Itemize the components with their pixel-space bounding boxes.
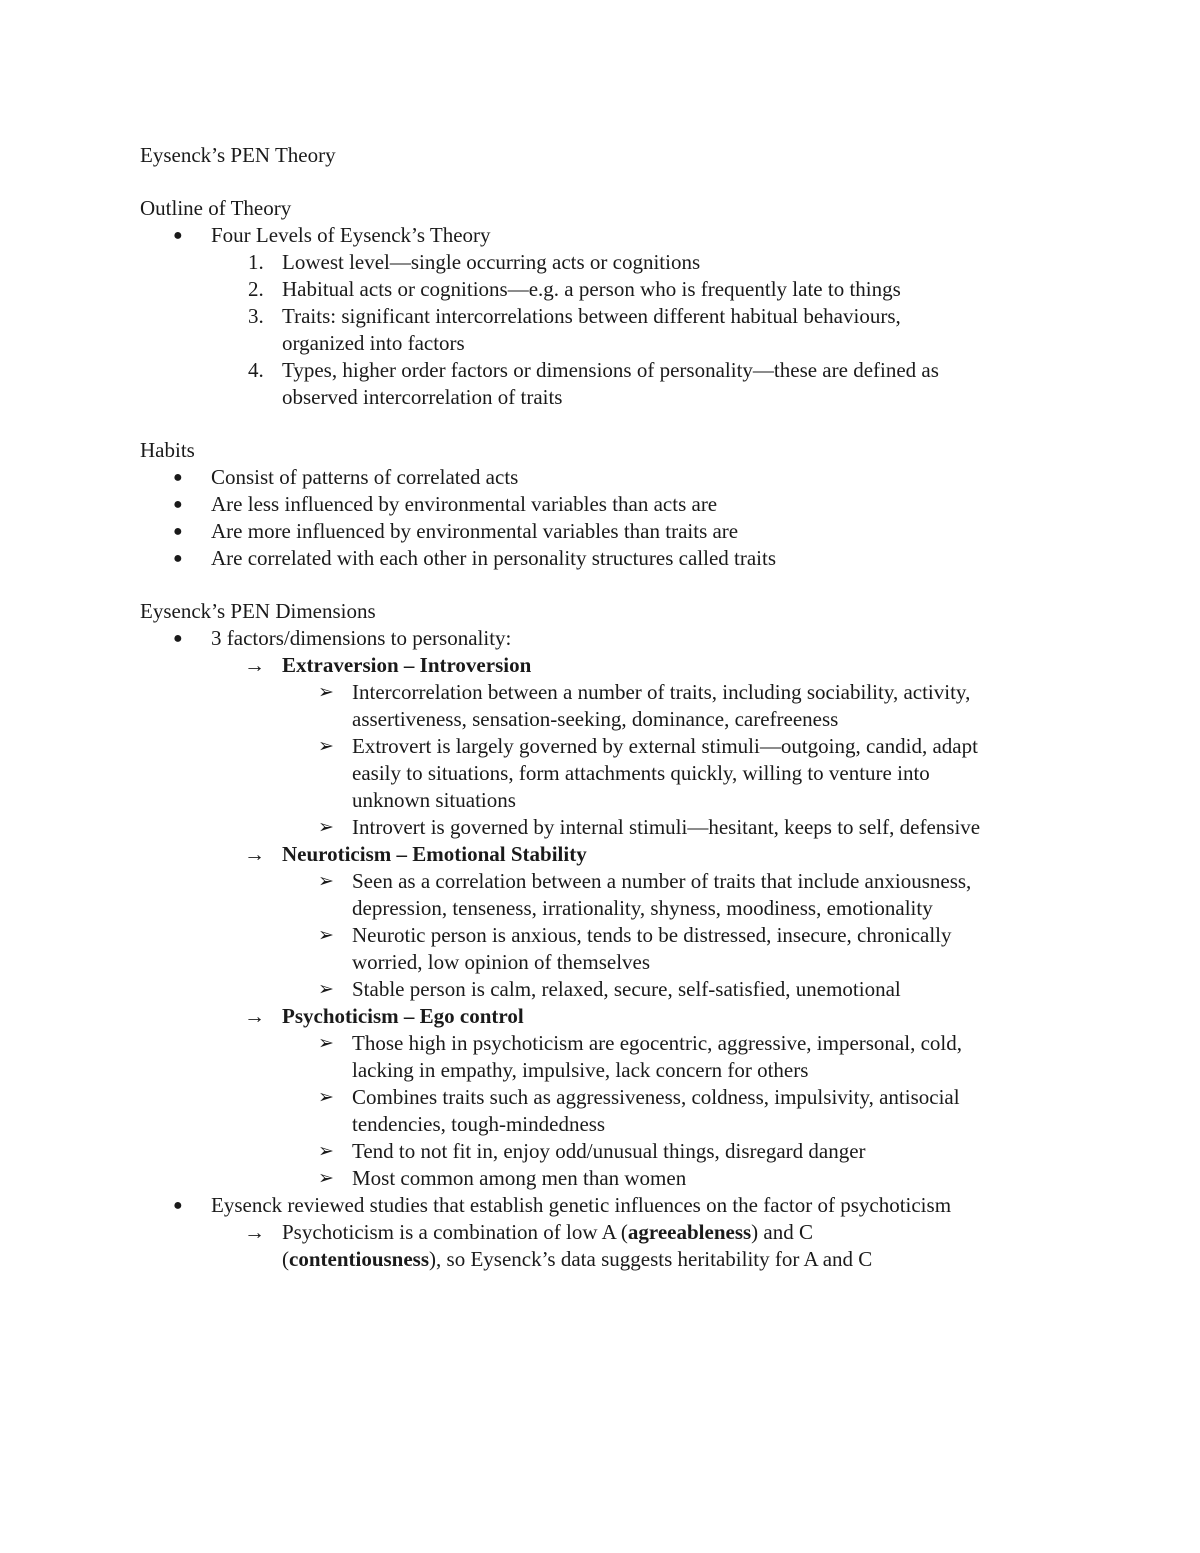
bullet-icon: ● <box>173 227 183 244</box>
point-item-continued <box>140 760 1080 787</box>
point-item-continued <box>140 787 1080 814</box>
point-item <box>140 868 1080 895</box>
dimension-psychoticism <box>140 1003 1080 1030</box>
dimension-title: Psychoticism – Ego control <box>282 1004 524 1028</box>
habit-text: Are more influenced by environmental variables than traits are <box>211 519 739 543</box>
level-text: observed intercorrelation of traits <box>282 385 563 409</box>
arrowhead-bullet-icon: ➢ <box>318 1087 334 1108</box>
point-item-continued <box>140 706 1080 733</box>
dimension-neuroticism <box>140 841 1080 868</box>
dimension-title: Extraversion – Introversion <box>282 653 532 677</box>
arrow-right-icon: → <box>244 1004 265 1028</box>
arrow-right-icon: → <box>244 653 265 677</box>
outline-bullet <box>140 222 1080 249</box>
point-text: Stable person is calm, relaxed, secure, self-satisfied, unemotional <box>352 977 901 1001</box>
habit-text: Consist of patterns of correlated acts <box>211 465 519 489</box>
point-text: easily to situations, form attachments quickly, willing to venture into <box>352 761 930 785</box>
dimensions-bullet <box>140 625 1080 652</box>
point-text: Tend to not fit in, enjoy odd/unusual things, disregard danger <box>352 1139 866 1163</box>
arrowhead-bullet-icon: ➢ <box>318 1141 334 1162</box>
genetic-sub-text: ) and C <box>751 1220 813 1244</box>
point-text: Most common among men than women <box>352 1166 687 1190</box>
arrowhead-bullet-icon: ➢ <box>318 817 334 838</box>
point-text: tendencies, tough-mindedness <box>352 1112 606 1136</box>
level-item-1 <box>140 249 1080 276</box>
arrowhead-bullet-icon: ➢ <box>318 682 334 703</box>
habit-item <box>140 464 1080 491</box>
genetic-sub-item <box>140 1219 1080 1246</box>
bullet-icon: ● <box>173 550 183 567</box>
point-text: Extrovert is largely governed by external stimuli—outgoing, candid, adapt <box>352 734 978 758</box>
bullet-icon: ● <box>173 630 183 647</box>
arrowhead-bullet-icon: ➢ <box>318 925 334 946</box>
habits-heading: Habits <box>140 438 195 462</box>
arrowhead-bullet-icon: ➢ <box>318 871 334 892</box>
level-item-3 <box>140 303 1080 330</box>
level-number: 2. <box>248 277 264 301</box>
arrowhead-bullet-icon: ➢ <box>318 979 334 1000</box>
point-item <box>140 733 1080 760</box>
point-item-continued <box>140 895 1080 922</box>
point-text: depression, tenseness, irrationality, shyness, moodiness, emotionality <box>352 896 933 920</box>
bullet-icon: ● <box>173 1197 183 1214</box>
point-text: Neurotic person is anxious, tends to be distressed, insecure, chronically <box>352 923 952 947</box>
point-item <box>140 1030 1080 1057</box>
agreeableness-term: agreeableness <box>627 1220 752 1244</box>
dimensions-heading: Eysenck’s PEN Dimensions <box>140 599 376 623</box>
level-item-3-continued <box>140 330 1080 357</box>
dimension-extraversion <box>140 652 1080 679</box>
arrowhead-bullet-icon: ➢ <box>318 1033 334 1054</box>
level-text: Lowest level—single occurring acts or cognitions <box>282 250 701 274</box>
point-item-continued <box>140 1111 1080 1138</box>
dimensions-bullet-text: 3 factors/dimensions to personality: <box>211 626 512 650</box>
point-item <box>140 679 1080 706</box>
dimension-title: Neuroticism – Emotional Stability <box>282 842 587 866</box>
arrowhead-bullet-icon: ➢ <box>318 1168 334 1189</box>
document-title: Eysenck’s PEN Theory <box>140 143 336 167</box>
level-text: Habitual acts or cognitions—e.g. a person who is frequently late to things <box>282 277 901 301</box>
point-item <box>140 1084 1080 1111</box>
spacer <box>140 411 1080 437</box>
genetic-sub-text: ), so Eysenck’s data suggests heritability for A and C <box>429 1247 873 1271</box>
genetic-sub-text: ( <box>282 1247 289 1271</box>
level-item-4 <box>140 357 1080 384</box>
point-item <box>140 814 1080 841</box>
arrowhead-bullet-icon: ➢ <box>318 736 334 757</box>
point-item <box>140 976 1080 1003</box>
point-item <box>140 922 1080 949</box>
point-item-continued <box>140 1057 1080 1084</box>
point-text: Combines traits such as aggressiveness, coldness, impulsivity, antisocial <box>352 1085 960 1109</box>
habit-text: Are correlated with each other in personality structures called traits <box>211 546 777 570</box>
genetic-sub-text: Psychoticism is a combination of low A ( <box>282 1220 628 1244</box>
level-text: Types, higher order factors or dimensions of personality—these are defined as <box>282 358 939 382</box>
spacer <box>140 169 1080 195</box>
habit-text: Are less influenced by environmental variables than acts are <box>211 492 718 516</box>
point-text: lacking in empathy, impulsive, lack concern for others <box>352 1058 809 1082</box>
document-page <box>140 142 1080 1273</box>
level-text: Traits: significant intercorrelations between different habitual behaviours, <box>282 304 901 328</box>
point-item-continued <box>140 949 1080 976</box>
level-item-2 <box>140 276 1080 303</box>
outline-bullet-text: Four Levels of Eysenck’s Theory <box>211 223 491 247</box>
genetic-bullet-text: Eysenck reviewed studies that establish genetic influences on the factor of psychoticism <box>211 1193 952 1217</box>
genetic-sub-item-continued <box>140 1246 1080 1273</box>
arrow-right-icon: → <box>244 842 265 866</box>
habit-item <box>140 545 1080 572</box>
point-text: Intercorrelation between a number of traits, including sociability, activity, <box>352 680 971 704</box>
level-text: organized into factors <box>282 331 465 355</box>
outline-heading: Outline of Theory <box>140 196 292 220</box>
arrow-right-icon: → <box>244 1220 265 1244</box>
level-number: 3. <box>248 304 264 328</box>
point-text: Seen as a correlation between a number of traits that include anxiousness, <box>352 869 972 893</box>
point-text: assertiveness, sensation-seeking, dominance, carefreeness <box>352 707 839 731</box>
habit-item <box>140 491 1080 518</box>
point-text: worried, low opinion of themselves <box>352 950 651 974</box>
habit-item <box>140 518 1080 545</box>
genetic-bullet <box>140 1192 1080 1219</box>
bullet-icon: ● <box>173 496 183 513</box>
bullet-icon: ● <box>173 469 183 486</box>
contentiousness-term: contentiousness <box>289 1247 430 1271</box>
point-item <box>140 1138 1080 1165</box>
point-text: unknown situations <box>352 788 516 812</box>
level-number: 1. <box>248 250 264 274</box>
bullet-icon: ● <box>173 523 183 540</box>
level-item-4-continued <box>140 384 1080 411</box>
level-number: 4. <box>248 358 264 382</box>
point-item <box>140 1165 1080 1192</box>
spacer <box>140 572 1080 598</box>
point-text: Those high in psychoticism are egocentric, aggressive, impersonal, cold, <box>352 1031 962 1055</box>
point-text: Introvert is governed by internal stimuli—hesitant, keeps to self, defensive <box>352 815 981 839</box>
